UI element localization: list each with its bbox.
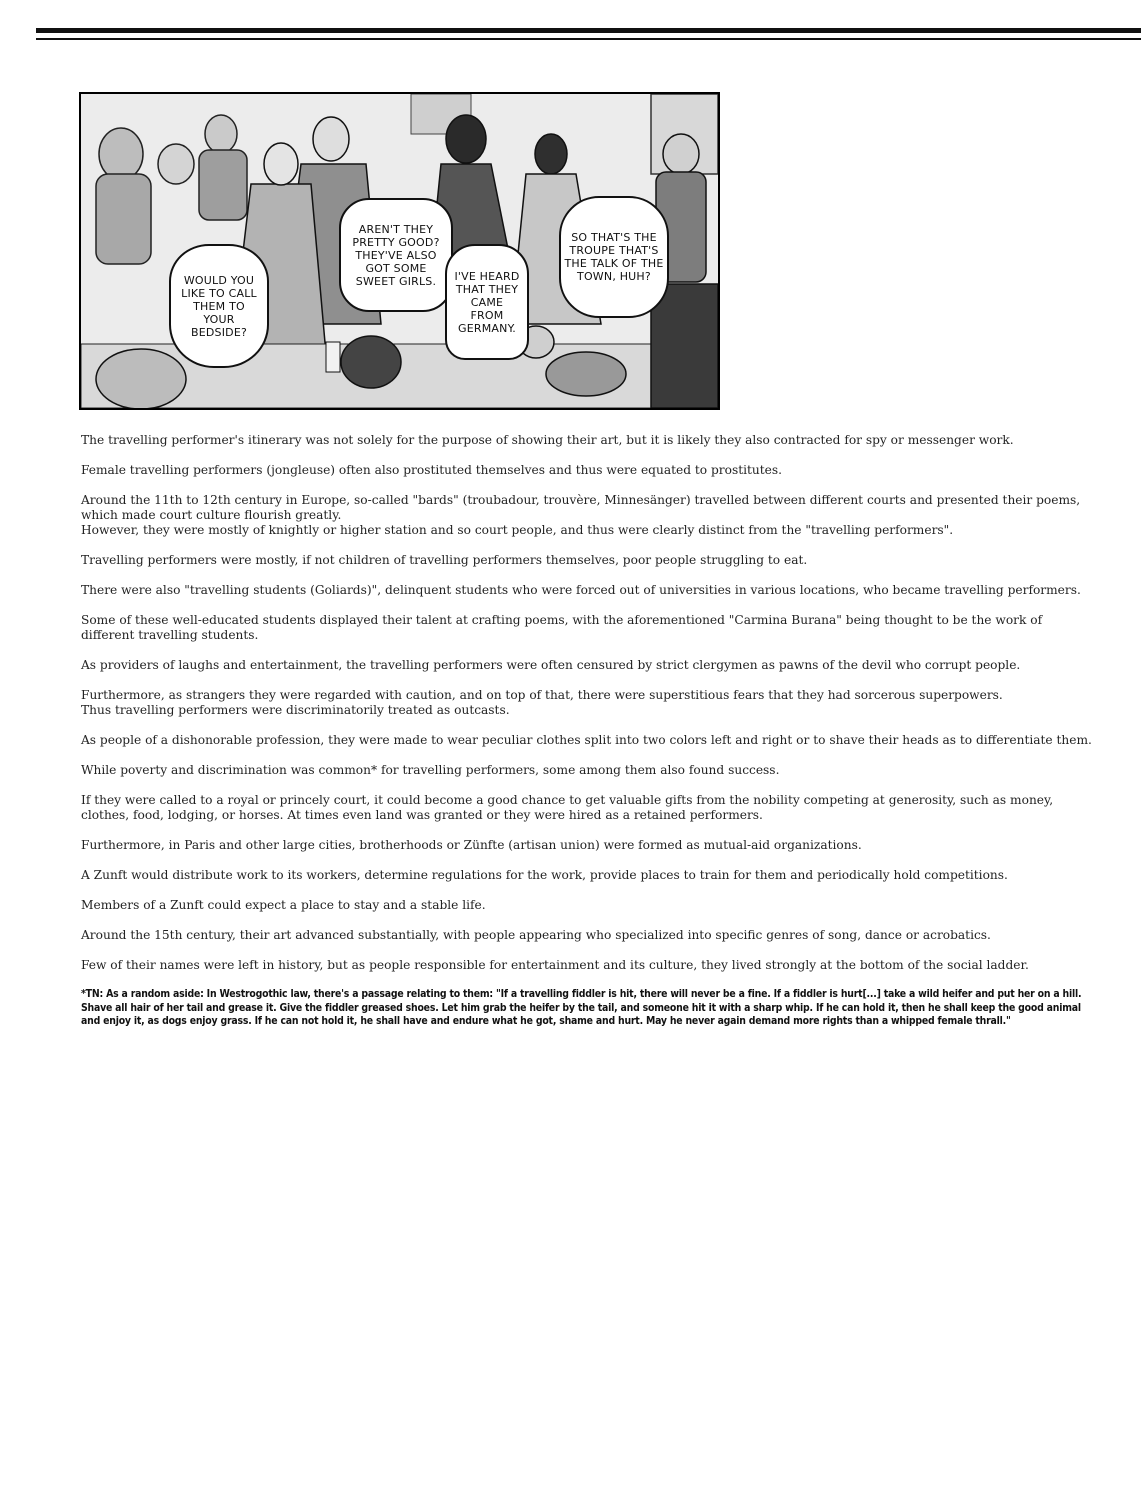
paragraph: Furthermore, as strangers they were regarded with caution, and on top of that, there were superstitious fears that they had sorcerous superpowers. Thus travelling performers were discriminatorily treated as outcasts. [81, 688, 1003, 717]
speech-bubble-bedside: WOULD YOU LIKE TO CALL THEM TO YOUR BEDSIDE? [169, 244, 269, 368]
translator-note: *TN: As a random aside: In Westrogothic law, there's a passage relating to them: "If a travelling fiddler is hit, there will never be a fine. If a fiddler is hurt[...] take a wild heifer and put her on a hill. Shave all hair of her tail and grease it. Give the fiddler greased shoes. Let him grab the heifer by the tail, and someone hit it with a sharp whip. If he can hold it, then he shall keep the good animal and enjoy it, as dogs enjoy grass. If he can not hold it, he shall have and endure what he got, shame and hurt. May he never again demand more rights than a whipped female thrall." [81, 988, 1082, 1027]
paragraph: A Zunft would distribute work to its workers, determine regulations for the work, provide places to train for them and periodically hold competitions. [81, 868, 1008, 882]
paragraph: As providers of laughs and entertainment, the travelling performers were often censured by strict clergymen as pawns of the devil who corrupt people. [81, 658, 1021, 672]
paragraph: Travelling performers were mostly, if not children of travelling performers themselves, poor people struggling to eat. [81, 553, 808, 567]
paragraph: The travelling performer's itinerary was not solely for the purpose of showing their art, but it is likely they also contracted for spy or messenger work. [81, 433, 1014, 447]
paragraph: As people of a dishonorable profession, they were made to wear peculiar clothes split into two colors left and right or to shave their heads as to differentiate them. [81, 733, 1092, 747]
paragraph: Around the 11th to 12th century in Europe, so-called "bards" (troubadour, trouvère, Minnesänger) travelled between different courts and presented their poems, which made court culture flourish greatly. However, they were mostly of knightly or higher station and so court people, and thus were clearly distinct from the "travelling performers". [81, 493, 1081, 537]
speech-bubble-germany: I'VE HEARD THAT THEY CAME FROM GERMANY. [445, 244, 529, 360]
article-body [81, 433, 1096, 1029]
paragraph: Around the 15th century, their art advanced substantially, with people appearing who specialized into specific genres of song, dance or acrobatics. [81, 928, 991, 942]
paragraph: Few of their names were left in history, but as people responsible for entertainment and its culture, they lived strongly at the bottom of the social ladder. [81, 958, 1029, 972]
paragraph: While poverty and discrimination was common* for travelling performers, some among them also found success. [81, 763, 780, 777]
manga-panel [79, 92, 720, 410]
paragraph: Members of a Zunft could expect a place to stay and a stable life. [81, 898, 486, 912]
paragraph: Female travelling performers (jongleuse) often also prostituted themselves and thus were equated to prostitutes. [81, 463, 782, 477]
speech-bubble-talk-of-town: SO THAT'S THE TROUPE THAT'S THE TALK OF THE TOWN, HUH? [559, 196, 669, 318]
paragraph: There were also "travelling students (Goliards)", delinquent students who were forced out of universities in various locations, who became travelling performers. [81, 583, 1081, 597]
paragraph: If they were called to a royal or princely court, it could become a good chance to get valuable gifts from the nobility competing at generosity, such as money, clothes, food, lodging, or horses. At times even land was granted or they were hired as a retained performers. [81, 793, 1054, 822]
paragraph: Furthermore, in Paris and other large cities, brotherhoods or Zünfte (artisan union) were formed as mutual-aid organizations. [81, 838, 862, 852]
paragraph: Some of these well-educated students displayed their talent at crafting poems, with the aforementioned "Carmina Burana" being thought to be the work of different travelling students. [81, 613, 1043, 642]
header-rule-thin [36, 38, 1141, 40]
speech-bubble-pretty-good: AREN'T THEY PRETTY GOOD? THEY'VE ALSO GOT SOME SWEET GIRLS. [339, 198, 453, 312]
header-rule-thick [36, 28, 1141, 33]
